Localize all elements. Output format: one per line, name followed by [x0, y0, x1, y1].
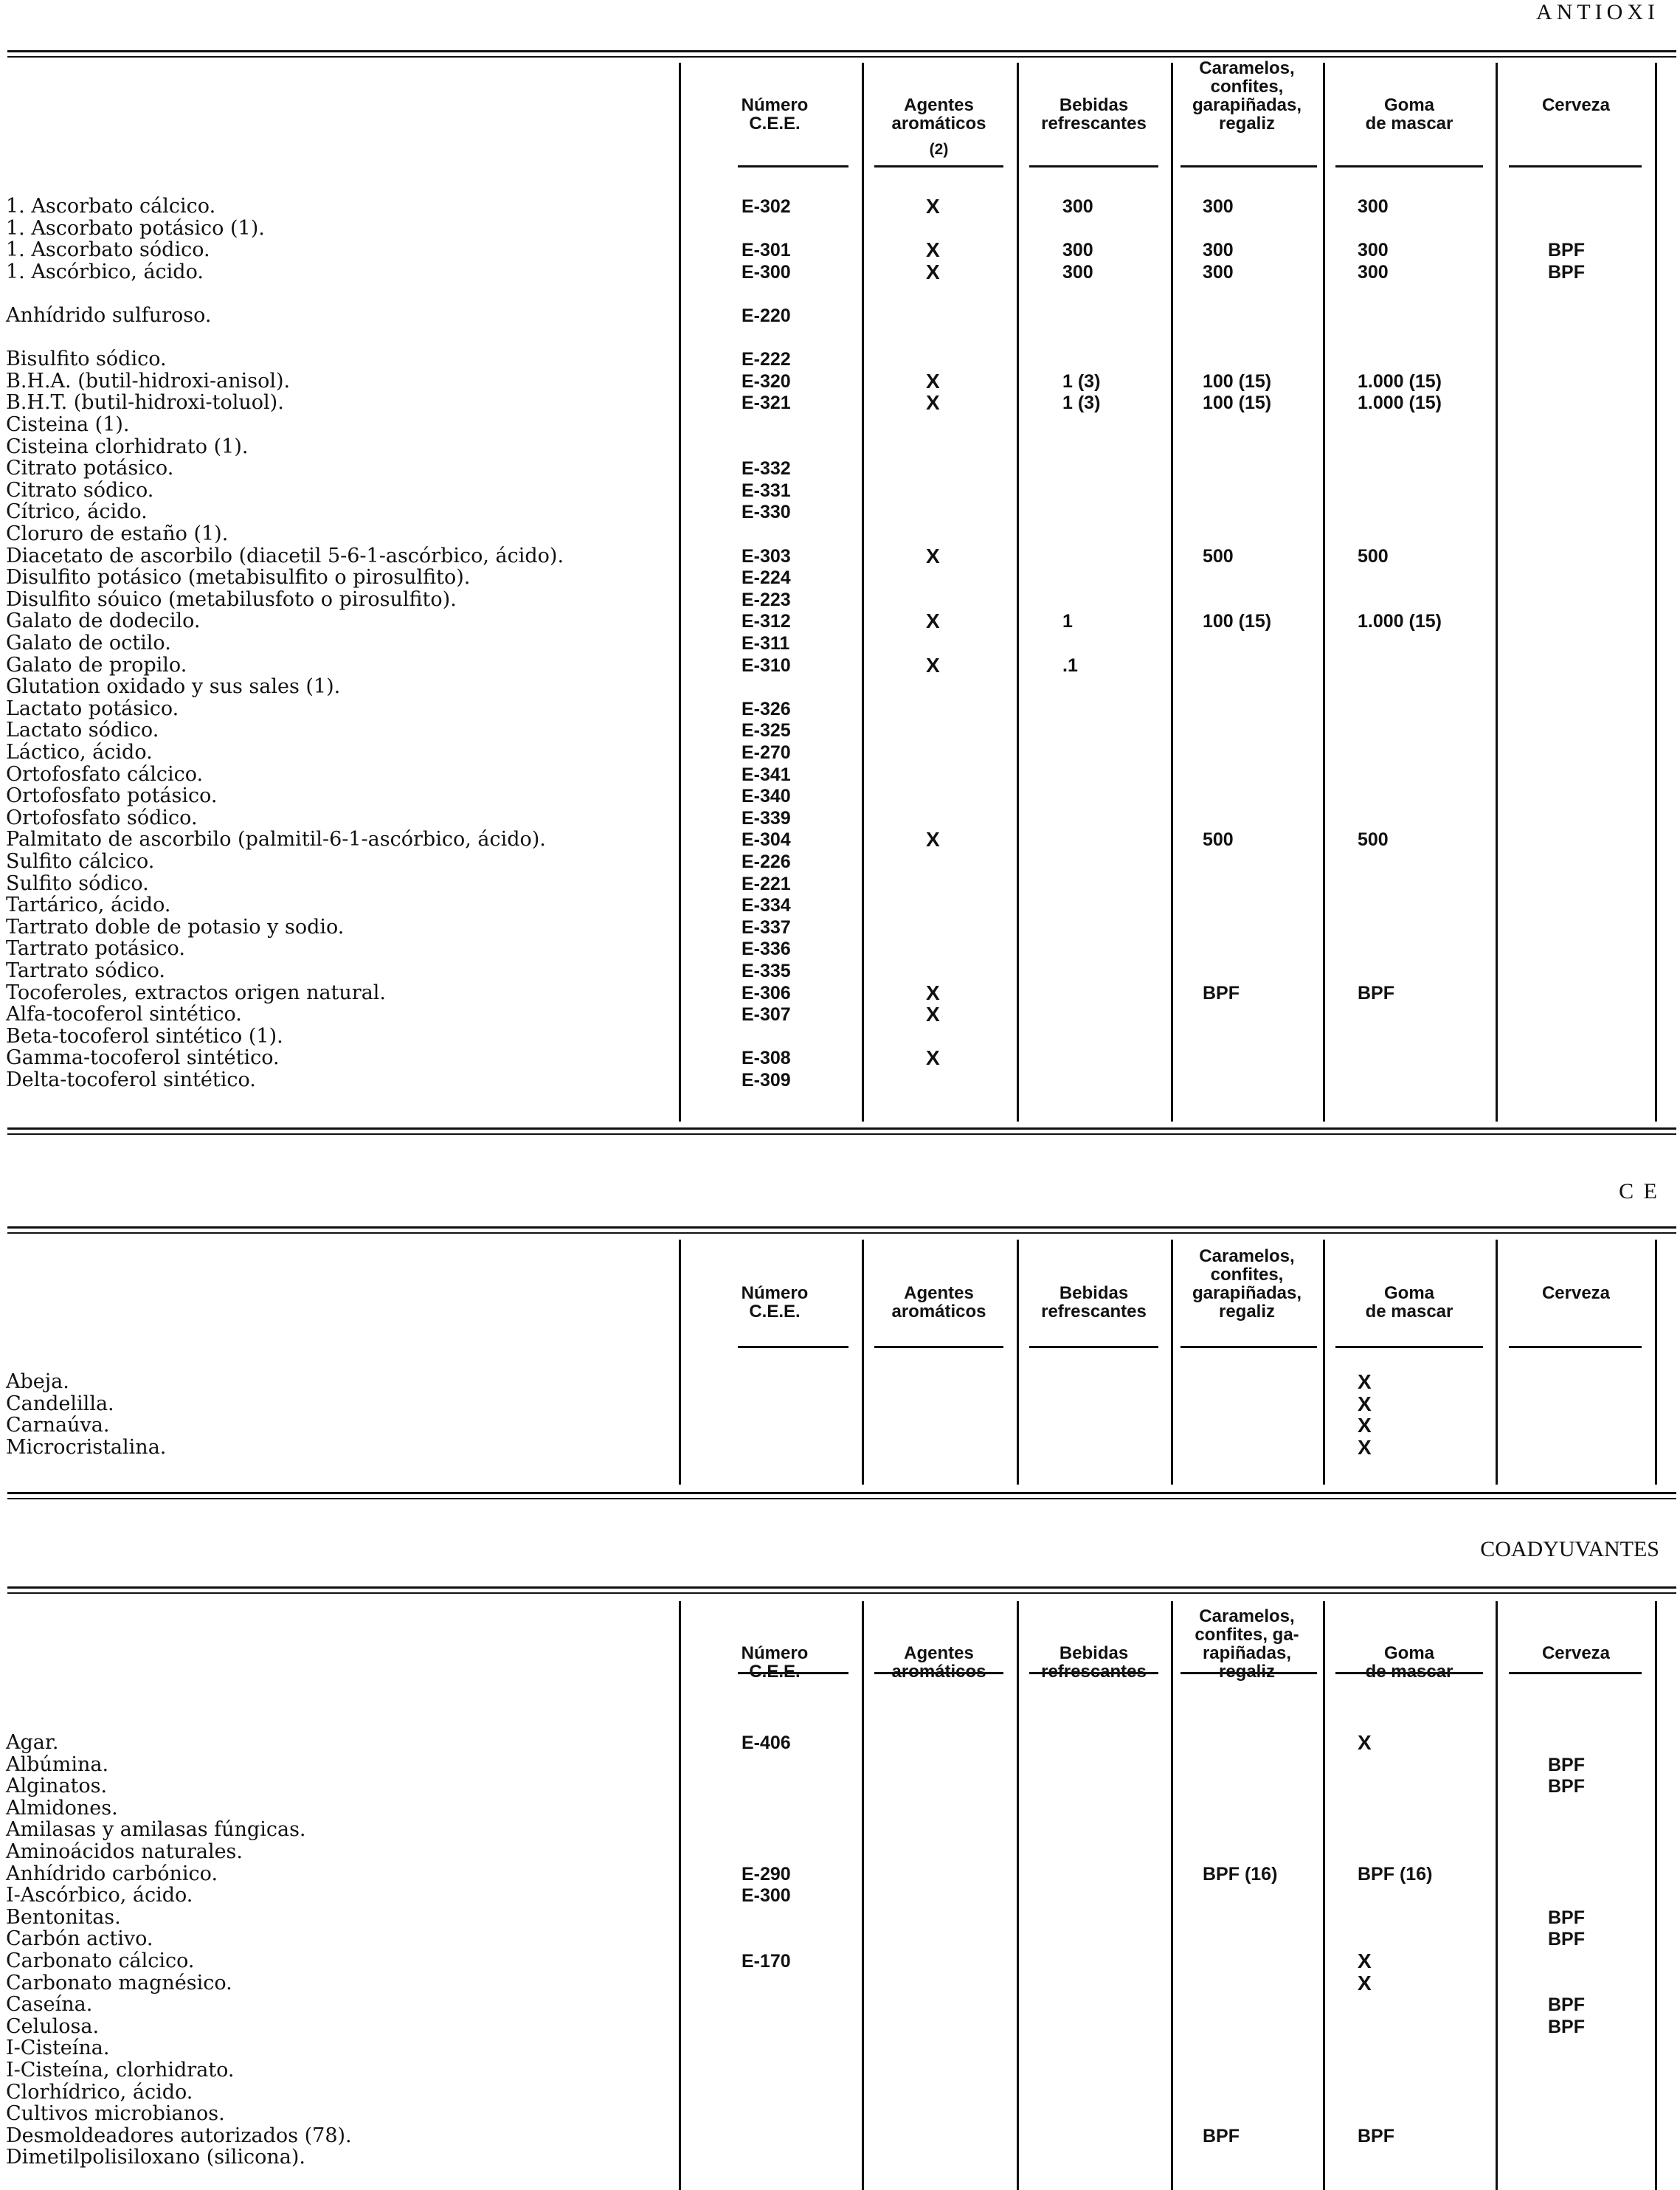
row-name: Alfa-tocoferol sintético.	[6, 1003, 242, 1026]
cell-goma: X	[1358, 1370, 1372, 1393]
top-rule-thin	[7, 1592, 1676, 1594]
column-header-goma: Goma de mascar	[1365, 1283, 1453, 1322]
cell-agentes: X	[926, 195, 940, 218]
row-name: Albúmina.	[6, 1752, 109, 1776]
column-header-underline	[1509, 1672, 1642, 1674]
cell-numero: E-321	[742, 393, 791, 414]
row-name: Galato de octilo.	[6, 632, 171, 654]
cell-caramelos: 100 (15)	[1203, 393, 1272, 414]
row-name: Ortofosfato potásico.	[6, 784, 218, 808]
cell-numero: E-337	[742, 916, 791, 938]
cell-numero: E-222	[742, 349, 791, 370]
row-name: Cultivos microbianos.	[6, 2102, 225, 2126]
column-header-underline	[874, 1346, 1003, 1348]
column-divider	[1017, 63, 1019, 1122]
cell-numero: E-301	[742, 240, 791, 261]
row-name: Delta-tocoferol sintético.	[6, 1068, 256, 1091]
row-name: Clorhídrico, ácido.	[6, 2080, 193, 2104]
row-name: Ortofosfato sódico.	[6, 806, 198, 829]
column-header-caramelos: Caramelos, confites, ga- rapiñadas,	[1195, 1606, 1299, 1663]
column-divider	[1655, 1240, 1657, 1485]
cell-numero: E-300	[742, 261, 791, 283]
cell-goma: 300	[1358, 196, 1389, 217]
column-header-underline	[738, 165, 848, 167]
top-rule	[7, 1226, 1676, 1229]
row-name: 1. Ascorbato potásico (1).	[6, 216, 265, 240]
cell-numero: E-220	[742, 305, 791, 326]
cell-numero: E-308	[742, 1048, 791, 1069]
cell-agentes: X	[926, 544, 940, 567]
column-divider	[862, 1240, 864, 1485]
row-name: Microcristalina.	[6, 1435, 167, 1459]
row-name: 1. Ascorbato sódico.	[6, 238, 210, 262]
cell-cerveza: BPF	[1548, 261, 1585, 283]
column-header-agentes: Agentes	[904, 1643, 974, 1663]
row-name: Bisulfito sódico.	[6, 348, 167, 371]
cell-numero: E-304	[742, 829, 791, 851]
cell-numero: E-309	[742, 1070, 791, 1091]
bottom-rule-thin	[7, 1498, 1676, 1499]
top-rule-thin	[7, 1232, 1676, 1234]
cell-goma: 500	[1358, 829, 1389, 851]
cell-numero: E-303	[742, 545, 791, 567]
cell-cerveza: BPF	[1548, 1754, 1585, 1775]
column-header-underline	[1335, 165, 1483, 167]
cell-bebidas: 300	[1062, 240, 1093, 261]
row-name: Sulfito sódico.	[6, 871, 149, 895]
row-name: Dimetilpolisiloxano (silicona).	[6, 2146, 306, 2169]
cell-bebidas: 300	[1062, 196, 1093, 217]
cell-caramelos: 300	[1203, 196, 1234, 217]
cell-numero: E-332	[742, 458, 791, 480]
row-name: Aminoácidos naturales.	[6, 1840, 243, 1863]
cell-goma: BPF (16)	[1358, 1863, 1433, 1885]
column-divider	[1017, 1601, 1019, 2190]
cell-goma: 500	[1358, 545, 1389, 567]
section-title: C E	[1619, 1179, 1659, 1203]
column-header-numero: Número	[741, 1643, 809, 1663]
row-name: Anhídrido sulfuroso.	[6, 304, 212, 327]
row-name: Agar.	[6, 1731, 59, 1754]
column-divider	[1323, 1240, 1325, 1485]
cell-goma: X	[1358, 1971, 1372, 1994]
cell-agentes: X	[926, 1003, 940, 1026]
column-header-underline	[1029, 1346, 1158, 1348]
column-header-underline	[874, 165, 1003, 167]
cell-numero: E-334	[742, 895, 791, 916]
row-name: Cloruro de estaño (1).	[6, 522, 229, 545]
column-divider	[862, 1601, 864, 2190]
row-name: Gamma-tocoferol sintético.	[6, 1046, 280, 1070]
top-rule	[7, 1586, 1676, 1589]
row-name: Disulfito potásico (metabisulfito o pirosulfito).	[6, 566, 471, 590]
row-name: 1. Ascórbico, ácido.	[6, 260, 204, 283]
cell-bebidas: .1	[1062, 654, 1078, 676]
column-divider	[1171, 1601, 1173, 2190]
row-name: Palmitato de ascorbilo (palmitil-6-1-ascórbico, ácido).	[6, 828, 546, 852]
column-header-underline	[1181, 1672, 1317, 1674]
cell-bebidas: 1	[1062, 611, 1073, 632]
row-name: Lactato potásico.	[6, 697, 179, 720]
row-name: Carbón activo.	[6, 1927, 153, 1951]
cell-numero: E-312	[742, 611, 791, 632]
row-name: Carbonato magnésico.	[6, 1971, 232, 1994]
cell-goma: X	[1358, 1949, 1372, 1972]
row-name: Anhídrido carbónico.	[6, 1862, 218, 1885]
cell-numero: E-310	[742, 654, 791, 676]
cell-agentes: X	[926, 828, 940, 852]
row-name: Abeja.	[6, 1370, 69, 1393]
row-name: Caseína.	[6, 1993, 93, 2017]
section-title: ANTIOXI	[1536, 0, 1659, 24]
cell-cerveza: BPF	[1548, 2016, 1585, 2037]
row-name: Diacetato de ascorbilo (diacetil 5-6-1-ascórbico, ácido).	[6, 544, 564, 567]
row-name: I-Cisteína.	[6, 2037, 110, 2060]
cell-numero: E-326	[742, 698, 791, 719]
cell-numero: E-335	[742, 961, 791, 981]
cell-numero: E-306	[742, 982, 791, 1004]
cell-cerveza: BPF	[1548, 1994, 1585, 2016]
cell-goma: 300	[1358, 240, 1389, 261]
column-header-caramelos: Caramelos, confites, garapiñadas, regaliz	[1192, 1246, 1302, 1322]
cell-numero: E-224	[742, 567, 791, 589]
column-header-underline	[1181, 165, 1317, 167]
column-divider	[1496, 63, 1498, 1122]
row-name: I-Ascórbico, ácido.	[6, 1884, 193, 1907]
cell-numero: E-302	[742, 196, 791, 217]
cell-goma: X	[1358, 1435, 1372, 1459]
row-name: Galato de dodecilo.	[6, 609, 201, 633]
cell-caramelos: 100 (15)	[1203, 611, 1272, 632]
cell-agentes: X	[926, 1046, 940, 1070]
cell-agentes: X	[926, 369, 940, 393]
row-name: Tartrato potásico.	[6, 937, 185, 961]
bottom-rule-thin	[7, 1133, 1676, 1135]
cell-numero: E-336	[742, 939, 791, 960]
cell-bebidas: 1 (3)	[1062, 393, 1101, 414]
cell-numero: E-170	[742, 1951, 791, 1972]
cell-agentes: X	[926, 238, 940, 262]
cell-numero: E-339	[742, 807, 791, 829]
column-divider	[1655, 1601, 1657, 2190]
column-header-cerveza: Cerveza	[1541, 95, 1611, 115]
cell-goma: BPF	[1358, 982, 1394, 1004]
column-divider	[862, 63, 864, 1122]
column-header-cerveza: Cerveza	[1541, 1643, 1611, 1663]
row-name: Galato de propilo.	[6, 653, 187, 677]
cell-agentes: X	[926, 260, 940, 283]
row-name: Sulfito cálcico.	[6, 850, 155, 873]
cell-numero: E-311	[742, 633, 790, 654]
cell-caramelos: 500	[1203, 829, 1234, 851]
column-divider	[679, 1240, 681, 1485]
cell-numero: E-330	[742, 502, 791, 523]
cell-numero: E-223	[742, 589, 791, 610]
bottom-rule	[7, 1127, 1676, 1130]
cell-numero: E-325	[742, 720, 791, 742]
cell-numero: E-340	[742, 786, 791, 807]
row-name: Ortofosfato cálcico.	[6, 762, 204, 786]
row-name: Cisteina (1).	[6, 413, 130, 436]
column-header-bebidas: Bebidas refrescantes	[1041, 95, 1147, 134]
row-name: Amilasas y amilasas fúngicas.	[6, 1818, 306, 1842]
column-header-bebidas: Bebidas refrescantes	[1041, 1283, 1147, 1322]
row-name: B.H.A. (butil-hidroxi-anisol).	[6, 369, 291, 393]
row-name: Carnaúva.	[6, 1414, 110, 1437]
row-name: Láctico, ácido.	[6, 741, 153, 764]
cell-cerveza: BPF	[1548, 1776, 1585, 1797]
cell-goma: 300	[1358, 261, 1389, 283]
column-divider	[1017, 1240, 1019, 1485]
column-header-underline	[1029, 1672, 1158, 1674]
cell-goma: 1.000 (15)	[1358, 611, 1442, 632]
cell-numero: E-307	[742, 1004, 791, 1026]
column-header-underline	[1335, 1672, 1483, 1674]
column-header-numero: Número C.E.E.	[741, 1283, 809, 1322]
row-name: Tartrato sódico.	[6, 959, 165, 982]
cell-caramelos: 500	[1203, 545, 1234, 567]
column-header-underline	[1509, 165, 1642, 167]
cell-numero: E-290	[742, 1863, 791, 1885]
cell-numero: E-406	[742, 1733, 791, 1753]
row-name: Desmoldeadores autorizados (78).	[6, 2124, 352, 2147]
column-header-numero: Número C.E.E.	[741, 95, 809, 134]
row-name: Alginatos.	[6, 1775, 108, 1798]
cell-goma: 1.000 (15)	[1358, 370, 1442, 392]
cell-goma: X	[1358, 1731, 1372, 1754]
cell-cerveza: BPF	[1548, 1929, 1585, 1950]
cell-agentes: X	[926, 981, 940, 1004]
column-header-underline	[1029, 165, 1158, 167]
cell-goma: 1.000 (15)	[1358, 393, 1442, 414]
cell-numero: E-331	[742, 480, 791, 501]
cell-numero: E-270	[742, 742, 791, 763]
bottom-rule	[7, 1492, 1676, 1494]
column-header-underline	[1509, 1346, 1642, 1348]
column-header-goma: Goma	[1383, 1643, 1434, 1663]
column-header-underline	[738, 1346, 848, 1348]
cell-caramelos: 100 (15)	[1203, 370, 1272, 392]
cell-goma: X	[1358, 1414, 1372, 1437]
cell-caramelos: 300	[1203, 240, 1234, 261]
cell-numero: E-221	[742, 873, 791, 894]
cell-caramelos: BPF (16)	[1203, 1863, 1278, 1885]
cell-caramelos: BPF	[1203, 2125, 1240, 2146]
column-header-underline	[738, 1672, 848, 1674]
row-name: Lactato sódico.	[6, 719, 159, 742]
column-header-caramelos: Caramelos, confites, garapiñadas, regaliz	[1192, 58, 1302, 134]
row-name: Celulosa.	[6, 2014, 100, 2038]
column-divider	[679, 63, 681, 1122]
column-header-bebidas: Bebidas	[1059, 1643, 1129, 1663]
column-divider	[1323, 1601, 1325, 2190]
row-name: Citrato potásico.	[6, 457, 174, 480]
column-header-agentes: Agentes aromáticos	[891, 1283, 986, 1322]
cell-numero: E-341	[742, 764, 791, 785]
row-name: Cisteina clorhidrato (1).	[6, 435, 249, 458]
row-name: Citrato sódico.	[6, 478, 154, 502]
column-header-goma: Goma de mascar	[1365, 95, 1453, 134]
row-name: Beta-tocoferol sintético (1).	[6, 1024, 283, 1048]
row-name: Candelilla.	[6, 1392, 114, 1415]
column-header-underline	[1181, 1346, 1317, 1348]
cell-numero: E-226	[742, 852, 791, 872]
column-header-cerveza: Cerveza	[1541, 1283, 1611, 1303]
cell-cerveza: BPF	[1548, 240, 1585, 261]
cell-bebidas: 300	[1062, 261, 1093, 283]
row-name: I-Cisteína, clorhidrato.	[6, 2059, 235, 2082]
cell-caramelos: BPF	[1203, 982, 1240, 1004]
column-divider	[1496, 1240, 1498, 1485]
row-name: 1. Ascorbato cálcico.	[6, 195, 216, 218]
row-name: Tartrato doble de potasio y sodio.	[6, 915, 345, 939]
row-name: Carbonato cálcico.	[6, 1949, 195, 1972]
column-header-underline	[1335, 1346, 1483, 1348]
cell-cerveza: BPF	[1548, 1907, 1585, 1928]
cell-caramelos: 300	[1203, 261, 1234, 283]
column-divider	[1655, 63, 1657, 1122]
column-divider	[1323, 63, 1325, 1122]
row-name: Bentonitas.	[6, 1905, 121, 1929]
top-rule	[7, 50, 1676, 52]
section-title: COADYUVANTES	[1480, 1537, 1659, 1561]
cell-goma: BPF	[1358, 2125, 1394, 2146]
column-header-note: (2)	[929, 141, 949, 158]
row-name: Disulfito sóuico (metabilusfoto o pirosulfito).	[6, 587, 457, 611]
row-name: Tartárico, ácido.	[6, 894, 171, 917]
column-header-agentes: Agentes aromáticos	[891, 95, 986, 134]
cell-agentes: X	[926, 391, 940, 415]
row-name: Cítrico, ácido.	[6, 500, 148, 524]
cell-goma: X	[1358, 1392, 1372, 1415]
column-divider	[1496, 1601, 1498, 2190]
cell-numero: E-300	[742, 1885, 791, 1907]
cell-bebidas: 1 (3)	[1062, 370, 1101, 392]
row-name: Tocoferoles, extractos origen natural.	[6, 981, 387, 1004]
cell-agentes: X	[926, 653, 940, 677]
column-divider	[679, 1601, 681, 2190]
top-rule-thin	[7, 56, 1676, 58]
column-header-underline	[874, 1672, 1003, 1674]
column-divider	[1171, 63, 1173, 1122]
row-name: B.H.T. (butil-hidroxi-toluol).	[6, 391, 284, 415]
row-name: Glutation oxidado y sus sales (1).	[6, 675, 341, 699]
cell-numero: E-320	[742, 370, 791, 392]
row-name: Almidones.	[6, 1796, 118, 1820]
cell-agentes: X	[926, 609, 940, 633]
